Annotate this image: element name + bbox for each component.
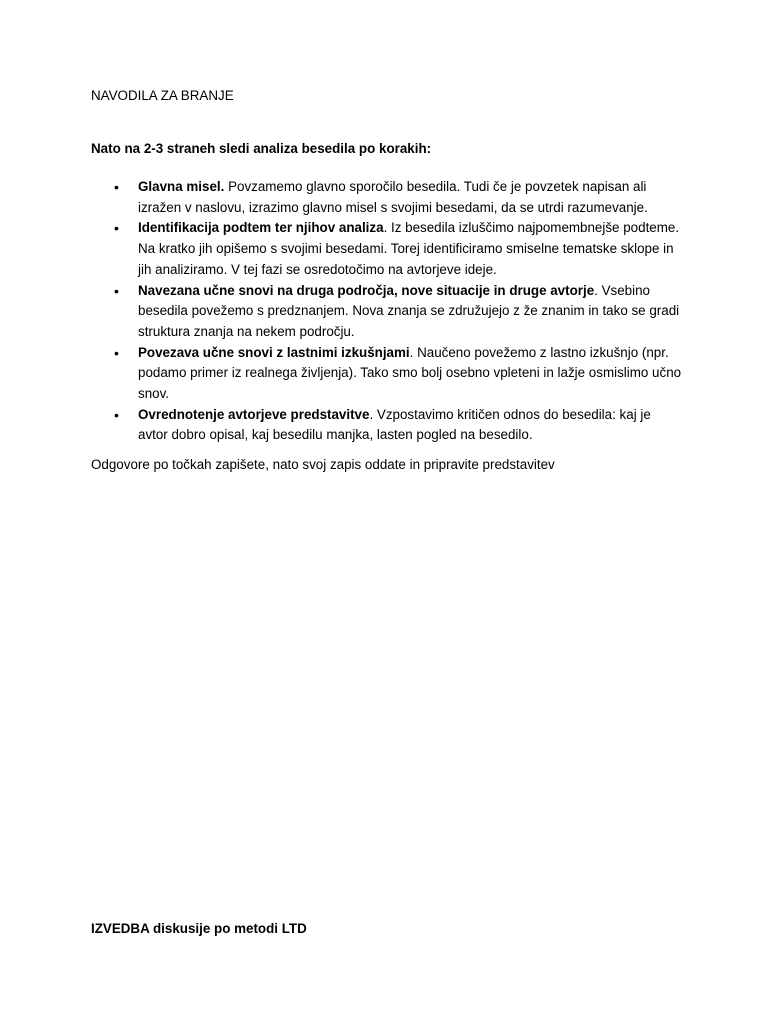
bullet-icon: • [114, 220, 119, 237]
step-text: Povzamemo glavno sporočilo besedila. Tudi če je povzetek napisan ali izražen v naslovu, izrazimo glavno misel s svojimi besedami, da se utrdi razumevanje. [138, 179, 648, 215]
step-term: Navezana učne snovi na druga področja, nove situacije in druge avtorje [138, 282, 595, 298]
bullet-icon: • [114, 344, 119, 361]
closing-paragraph: Odgovore po točkah zapišete, nato svoj zapis oddate in pripravite predstavitev [91, 457, 555, 472]
step-text: . Naučeno povežemo z lastno izkušnjo (npr. podamo primer iz realnega življenja). Tako smo bolj osebno vpleteni in lažje osmislimo učno snov. [138, 344, 682, 402]
list-item [91, 405, 683, 446]
step-text: . Vsebino besedila povežemo s predznanjem. Nova znanja se združujejo z že znanim in tako se gradi struktura znanja na nekem področju. [138, 282, 680, 339]
intro-heading: Nato na 2-3 straneh sledi analiza besedila po korakih: [91, 141, 432, 156]
step-term: Glavna misel. [138, 179, 225, 194]
list-item [91, 177, 683, 218]
step-text: . Vzpostavimo kritičen odnos do besedila: kaj je avtor dobro opisal, kaj besedilu manjka, lasten pogled na besedilo. [138, 406, 651, 443]
bullet-icon: • [114, 282, 119, 299]
step-term: Povezava učne snovi z lastnimi izkušnjami [138, 344, 410, 360]
document-title: NAVODILA ZA BRANJE [91, 88, 234, 103]
step-term: Identifikacija podtem ter njihov analiza [138, 220, 384, 236]
bullet-icon: • [114, 406, 119, 423]
bullet-icon: • [114, 179, 119, 195]
list-item [91, 281, 683, 343]
section-heading: IZVEDBA diskusije po metodi LTD [91, 921, 307, 936]
steps-list [91, 177, 683, 446]
list-item [91, 343, 683, 405]
step-text: . Iz besedila izluščimo najpomembnejše podteme. Na kratko jih opišemo s svojimi besedami. Torej identificiramo smiselne tematske sklope in jih analiziramo. V tej fazi se osredotočimo na avtorjeve ideje. [138, 220, 680, 277]
step-term: Ovrednotenje avtorjeve predstavitve [138, 406, 370, 422]
list-item [91, 218, 683, 280]
